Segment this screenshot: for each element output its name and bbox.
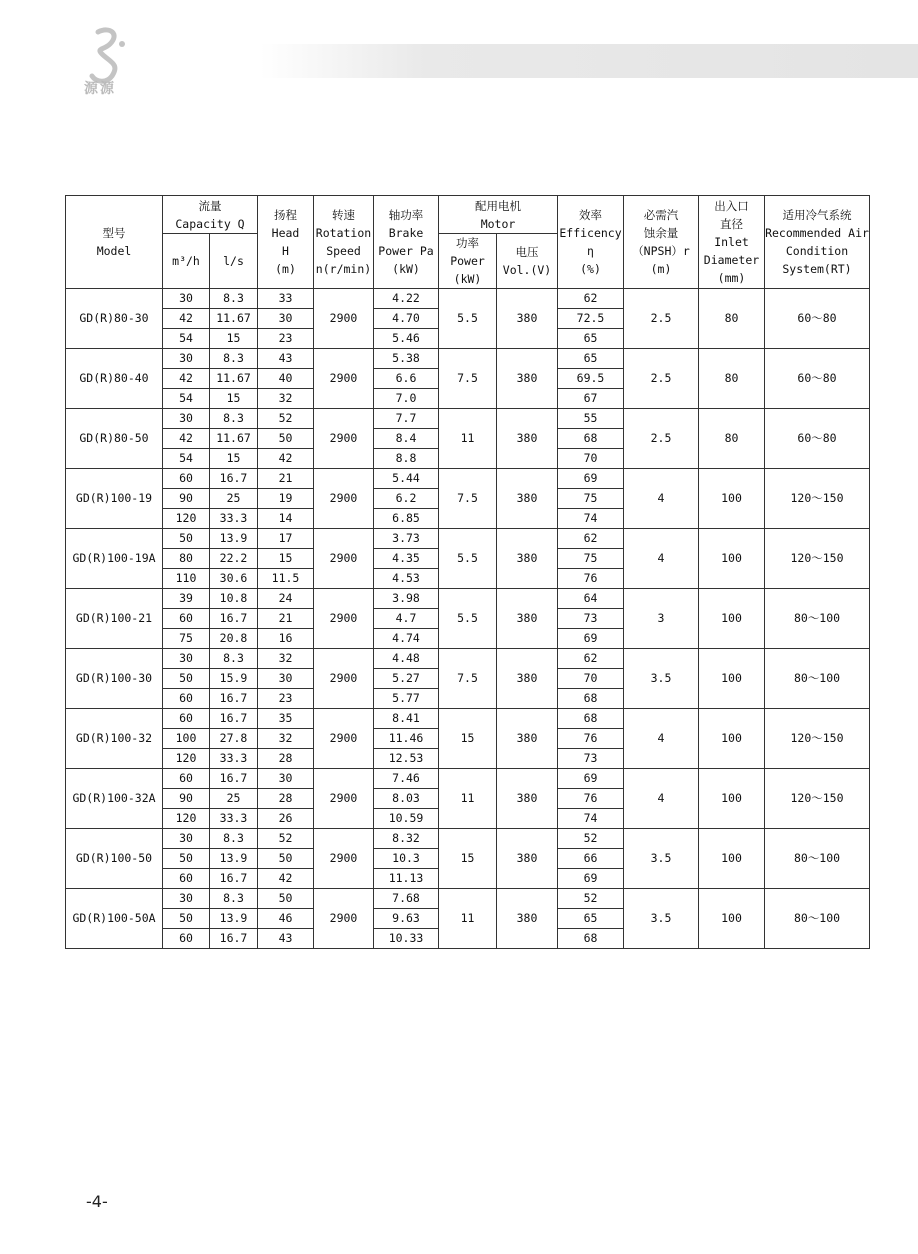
- capacity-m3h-cell: 50: [163, 849, 210, 869]
- capacity-m3h-cell: 100: [163, 729, 210, 749]
- speed-cell: 2900: [314, 469, 374, 529]
- speed-cell: 2900: [314, 409, 374, 469]
- capacity-m3h-cell: 50: [163, 529, 210, 549]
- shaft-power-cell: 6.6: [374, 369, 439, 389]
- inlet-diameter-cell: 100: [699, 769, 765, 829]
- header-capacity: 流量 Capacity Q: [163, 196, 258, 234]
- capacity-ls-cell: 8.3: [210, 649, 258, 669]
- model-cell: GD(R)100-32: [66, 709, 163, 769]
- shaft-power-cell: 3.73: [374, 529, 439, 549]
- capacity-m3h-cell: 39: [163, 589, 210, 609]
- head-cell: 28: [258, 789, 314, 809]
- shaft-power-cell: 8.03: [374, 789, 439, 809]
- efficiency-cell: 55: [558, 409, 624, 429]
- air-condition-cell: 120～150: [765, 469, 870, 529]
- capacity-ls-cell: 13.9: [210, 909, 258, 929]
- efficiency-cell: 69: [558, 629, 624, 649]
- shaft-power-cell: 3.98: [374, 589, 439, 609]
- header-speed: 转速 Rotation Speed n(r/min): [314, 196, 374, 289]
- air-condition-cell: 80～100: [765, 829, 870, 889]
- shaft-power-cell: 4.22: [374, 289, 439, 309]
- model-cell: GD(R)100-19A: [66, 529, 163, 589]
- npsh-cell: 4: [624, 709, 699, 769]
- shaft-power-cell: 5.38: [374, 349, 439, 369]
- capacity-m3h-cell: 120: [163, 749, 210, 769]
- head-cell: 11.5: [258, 569, 314, 589]
- shaft-power-cell: 7.0: [374, 389, 439, 409]
- model-cell: GD(R)100-32A: [66, 769, 163, 829]
- head-cell: 24: [258, 589, 314, 609]
- efficiency-cell: 74: [558, 809, 624, 829]
- capacity-m3h-cell: 60: [163, 929, 210, 949]
- head-cell: 42: [258, 449, 314, 469]
- shaft-power-cell: 6.2: [374, 489, 439, 509]
- motor-voltage-cell: 380: [497, 349, 558, 409]
- shaft-power-cell: 11.46: [374, 729, 439, 749]
- capacity-ls-cell: 16.7: [210, 929, 258, 949]
- motor-power-cell: 15: [439, 709, 497, 769]
- inlet-diameter-cell: 100: [699, 709, 765, 769]
- model-cell: GD(R)80-30: [66, 289, 163, 349]
- table-row: [66, 709, 870, 729]
- efficiency-cell: 68: [558, 429, 624, 449]
- air-condition-cell: 80～100: [765, 889, 870, 949]
- capacity-m3h-cell: 75: [163, 629, 210, 649]
- efficiency-cell: 69: [558, 469, 624, 489]
- inlet-diameter-cell: 100: [699, 589, 765, 649]
- capacity-ls-cell: 11.67: [210, 429, 258, 449]
- capacity-ls-cell: 13.9: [210, 529, 258, 549]
- head-cell: 43: [258, 349, 314, 369]
- efficiency-cell: 73: [558, 609, 624, 629]
- capacity-m3h-cell: 30: [163, 289, 210, 309]
- motor-power-cell: 7.5: [439, 469, 497, 529]
- motor-power-cell: 5.5: [439, 529, 497, 589]
- table-row: [66, 769, 870, 789]
- efficiency-cell: 52: [558, 889, 624, 909]
- shaft-power-cell: 8.8: [374, 449, 439, 469]
- efficiency-cell: 68: [558, 689, 624, 709]
- capacity-ls-cell: 15.9: [210, 669, 258, 689]
- efficiency-cell: 62: [558, 649, 624, 669]
- header-shaft-power: 轴功率 Brake Power Pa (kW): [374, 196, 439, 289]
- head-cell: 17: [258, 529, 314, 549]
- air-condition-cell: 80～100: [765, 649, 870, 709]
- capacity-ls-cell: 16.7: [210, 869, 258, 889]
- capacity-ls-cell: 25: [210, 789, 258, 809]
- efficiency-cell: 70: [558, 449, 624, 469]
- motor-power-cell: 7.5: [439, 349, 497, 409]
- shaft-power-cell: 4.74: [374, 629, 439, 649]
- npsh-cell: 3.5: [624, 649, 699, 709]
- motor-power-cell: 11: [439, 889, 497, 949]
- efficiency-cell: 65: [558, 909, 624, 929]
- efficiency-cell: 65: [558, 349, 624, 369]
- shaft-power-cell: 12.53: [374, 749, 439, 769]
- inlet-diameter-cell: 100: [699, 649, 765, 709]
- efficiency-cell: 75: [558, 489, 624, 509]
- capacity-ls-cell: 8.3: [210, 889, 258, 909]
- npsh-cell: 4: [624, 769, 699, 829]
- capacity-m3h-cell: 60: [163, 769, 210, 789]
- head-cell: 43: [258, 929, 314, 949]
- motor-voltage-cell: 380: [497, 649, 558, 709]
- capacity-m3h-cell: 60: [163, 709, 210, 729]
- capacity-ls-cell: 11.67: [210, 369, 258, 389]
- head-cell: 23: [258, 689, 314, 709]
- head-cell: 50: [258, 849, 314, 869]
- capacity-m3h-cell: 60: [163, 469, 210, 489]
- motor-voltage-cell: 380: [497, 889, 558, 949]
- head-cell: 28: [258, 749, 314, 769]
- capacity-ls-cell: 16.7: [210, 709, 258, 729]
- head-cell: 19: [258, 489, 314, 509]
- motor-voltage-cell: 380: [497, 709, 558, 769]
- shaft-power-cell: 7.7: [374, 409, 439, 429]
- air-condition-cell: 120～150: [765, 529, 870, 589]
- shaft-power-cell: 5.46: [374, 329, 439, 349]
- capacity-ls-cell: 25: [210, 489, 258, 509]
- shaft-power-cell: 9.63: [374, 909, 439, 929]
- capacity-ls-cell: 16.7: [210, 469, 258, 489]
- head-cell: 40: [258, 369, 314, 389]
- capacity-ls-cell: 8.3: [210, 409, 258, 429]
- capacity-ls-cell: 16.7: [210, 689, 258, 709]
- efficiency-cell: 64: [558, 589, 624, 609]
- table-row: [66, 469, 870, 489]
- inlet-diameter-cell: 80: [699, 349, 765, 409]
- head-cell: 16: [258, 629, 314, 649]
- capacity-ls-cell: 8.3: [210, 289, 258, 309]
- shaft-power-cell: 4.35: [374, 549, 439, 569]
- motor-voltage-cell: 380: [497, 829, 558, 889]
- head-cell: 30: [258, 769, 314, 789]
- shaft-power-cell: 4.53: [374, 569, 439, 589]
- shaft-power-cell: 7.68: [374, 889, 439, 909]
- efficiency-cell: 72.5: [558, 309, 624, 329]
- motor-power-cell: 5.5: [439, 289, 497, 349]
- capacity-m3h-cell: 30: [163, 829, 210, 849]
- table-row: [66, 349, 870, 369]
- motor-voltage-cell: 380: [497, 289, 558, 349]
- page-number: -4-: [86, 1192, 108, 1211]
- capacity-ls-cell: 30.6: [210, 569, 258, 589]
- inlet-diameter-cell: 100: [699, 889, 765, 949]
- efficiency-cell: 66: [558, 849, 624, 869]
- capacity-ls-cell: 27.8: [210, 729, 258, 749]
- capacity-m3h-cell: 60: [163, 689, 210, 709]
- motor-voltage-cell: 380: [497, 409, 558, 469]
- model-cell: GD(R)100-21: [66, 589, 163, 649]
- npsh-cell: 3.5: [624, 889, 699, 949]
- capacity-ls-cell: 20.8: [210, 629, 258, 649]
- header-capacity-m3h: m³/h: [163, 234, 210, 289]
- capacity-ls-cell: 33.3: [210, 749, 258, 769]
- speed-cell: 2900: [314, 649, 374, 709]
- header-gradient-bar: [260, 44, 918, 78]
- head-cell: 32: [258, 389, 314, 409]
- head-cell: 52: [258, 409, 314, 429]
- head-cell: 30: [258, 309, 314, 329]
- efficiency-cell: 65: [558, 329, 624, 349]
- efficiency-cell: 70: [558, 669, 624, 689]
- capacity-m3h-cell: 42: [163, 309, 210, 329]
- capacity-m3h-cell: 60: [163, 609, 210, 629]
- head-cell: 50: [258, 889, 314, 909]
- inlet-diameter-cell: 100: [699, 529, 765, 589]
- npsh-cell: 4: [624, 529, 699, 589]
- efficiency-cell: 73: [558, 749, 624, 769]
- capacity-ls-cell: 8.3: [210, 829, 258, 849]
- model-cell: GD(R)100-50A: [66, 889, 163, 949]
- speed-cell: 2900: [314, 769, 374, 829]
- speed-cell: 2900: [314, 829, 374, 889]
- head-cell: 32: [258, 649, 314, 669]
- motor-voltage-cell: 380: [497, 529, 558, 589]
- capacity-ls-cell: 16.7: [210, 609, 258, 629]
- efficiency-cell: 67: [558, 389, 624, 409]
- capacity-m3h-cell: 54: [163, 329, 210, 349]
- efficiency-cell: 68: [558, 709, 624, 729]
- npsh-cell: 2.5: [624, 349, 699, 409]
- model-cell: GD(R)80-40: [66, 349, 163, 409]
- efficiency-cell: 68: [558, 929, 624, 949]
- head-cell: 33: [258, 289, 314, 309]
- inlet-diameter-cell: 80: [699, 409, 765, 469]
- header-model: 型号 Model: [66, 196, 163, 289]
- capacity-ls-cell: 33.3: [210, 809, 258, 829]
- shaft-power-cell: 10.59: [374, 809, 439, 829]
- efficiency-cell: 76: [558, 569, 624, 589]
- shaft-power-cell: 4.7: [374, 609, 439, 629]
- table-row: [66, 649, 870, 669]
- model-cell: GD(R)80-50: [66, 409, 163, 469]
- capacity-ls-cell: 8.3: [210, 349, 258, 369]
- capacity-ls-cell: 13.9: [210, 849, 258, 869]
- table-row: [66, 409, 870, 429]
- capacity-m3h-cell: 80: [163, 549, 210, 569]
- shaft-power-cell: 4.48: [374, 649, 439, 669]
- motor-power-cell: 11: [439, 409, 497, 469]
- efficiency-cell: 75: [558, 549, 624, 569]
- header-npsh: 必需汽 蚀余量 （NPSH）r (m): [624, 196, 699, 289]
- head-cell: 35: [258, 709, 314, 729]
- air-condition-cell: 60～80: [765, 409, 870, 469]
- shaft-power-cell: 10.3: [374, 849, 439, 869]
- head-cell: 21: [258, 609, 314, 629]
- npsh-cell: 3: [624, 589, 699, 649]
- header-motor-power: 功率 Power (kW): [439, 234, 497, 289]
- efficiency-cell: 74: [558, 509, 624, 529]
- header-motor-voltage: 电压 Vol.(V): [497, 234, 558, 289]
- shaft-power-cell: 6.85: [374, 509, 439, 529]
- shaft-power-cell: 5.27: [374, 669, 439, 689]
- inlet-diameter-cell: 80: [699, 289, 765, 349]
- capacity-m3h-cell: 60: [163, 869, 210, 889]
- capacity-m3h-cell: 54: [163, 449, 210, 469]
- speed-cell: 2900: [314, 529, 374, 589]
- capacity-ls-cell: 33.3: [210, 509, 258, 529]
- head-cell: 26: [258, 809, 314, 829]
- motor-power-cell: 11: [439, 769, 497, 829]
- capacity-ls-cell: 16.7: [210, 769, 258, 789]
- motor-voltage-cell: 380: [497, 769, 558, 829]
- shaft-power-cell: 8.4: [374, 429, 439, 449]
- head-cell: 50: [258, 429, 314, 449]
- capacity-ls-cell: 22.2: [210, 549, 258, 569]
- table-row: [66, 889, 870, 909]
- inlet-diameter-cell: 100: [699, 829, 765, 889]
- efficiency-cell: 62: [558, 289, 624, 309]
- capacity-ls-cell: 15: [210, 449, 258, 469]
- capacity-m3h-cell: 30: [163, 349, 210, 369]
- motor-power-cell: 15: [439, 829, 497, 889]
- head-cell: 21: [258, 469, 314, 489]
- efficiency-cell: 52: [558, 829, 624, 849]
- npsh-cell: 2.5: [624, 409, 699, 469]
- capacity-m3h-cell: 30: [163, 649, 210, 669]
- efficiency-cell: 69: [558, 769, 624, 789]
- capacity-m3h-cell: 54: [163, 389, 210, 409]
- head-cell: 52: [258, 829, 314, 849]
- header-capacity-ls: l/s: [210, 234, 258, 289]
- speed-cell: 2900: [314, 589, 374, 649]
- shaft-power-cell: 5.77: [374, 689, 439, 709]
- pump-spec-table: [65, 195, 870, 949]
- head-cell: 14: [258, 509, 314, 529]
- efficiency-cell: 62: [558, 529, 624, 549]
- capacity-m3h-cell: 42: [163, 369, 210, 389]
- brand-name: 源源: [84, 81, 116, 97]
- inlet-diameter-cell: 100: [699, 469, 765, 529]
- capacity-m3h-cell: 110: [163, 569, 210, 589]
- capacity-m3h-cell: 50: [163, 669, 210, 689]
- header-head: 扬程 Head H (m): [258, 196, 314, 289]
- air-condition-cell: 60～80: [765, 289, 870, 349]
- shaft-power-cell: 8.32: [374, 829, 439, 849]
- capacity-ls-cell: 10.8: [210, 589, 258, 609]
- table-row: [66, 289, 870, 309]
- air-condition-cell: 120～150: [765, 769, 870, 829]
- efficiency-cell: 69.5: [558, 369, 624, 389]
- motor-power-cell: 7.5: [439, 649, 497, 709]
- capacity-m3h-cell: 42: [163, 429, 210, 449]
- model-cell: GD(R)100-50: [66, 829, 163, 889]
- header-air-condition: 适用冷气系统 Recommended Air Condition System(RT): [765, 196, 870, 289]
- table-row: [66, 529, 870, 549]
- air-condition-cell: 80～100: [765, 589, 870, 649]
- capacity-m3h-cell: 90: [163, 489, 210, 509]
- capacity-m3h-cell: 120: [163, 509, 210, 529]
- speed-cell: 2900: [314, 889, 374, 949]
- capacity-m3h-cell: 90: [163, 789, 210, 809]
- capacity-m3h-cell: 30: [163, 889, 210, 909]
- capacity-ls-cell: 15: [210, 389, 258, 409]
- head-cell: 46: [258, 909, 314, 929]
- efficiency-cell: 76: [558, 789, 624, 809]
- shaft-power-cell: 4.70: [374, 309, 439, 329]
- header-inlet: 出入口 直径 Inlet Diameter (mm): [699, 196, 765, 289]
- motor-voltage-cell: 380: [497, 469, 558, 529]
- head-cell: 42: [258, 869, 314, 889]
- model-cell: GD(R)100-30: [66, 649, 163, 709]
- table-row: [66, 589, 870, 609]
- capacity-ls-cell: 15: [210, 329, 258, 349]
- speed-cell: 2900: [314, 349, 374, 409]
- speed-cell: 2900: [314, 289, 374, 349]
- model-cell: GD(R)100-19: [66, 469, 163, 529]
- capacity-ls-cell: 11.67: [210, 309, 258, 329]
- efficiency-cell: 76: [558, 729, 624, 749]
- motor-voltage-cell: 380: [497, 589, 558, 649]
- capacity-m3h-cell: 120: [163, 809, 210, 829]
- head-cell: 30: [258, 669, 314, 689]
- shaft-power-cell: 11.13: [374, 869, 439, 889]
- shaft-power-cell: 7.46: [374, 769, 439, 789]
- motor-power-cell: 5.5: [439, 589, 497, 649]
- efficiency-cell: 69: [558, 869, 624, 889]
- speed-cell: 2900: [314, 709, 374, 769]
- shaft-power-cell: 8.41: [374, 709, 439, 729]
- npsh-cell: 4: [624, 469, 699, 529]
- capacity-m3h-cell: 30: [163, 409, 210, 429]
- head-cell: 32: [258, 729, 314, 749]
- header-motor: 配用电机 Motor: [439, 196, 558, 234]
- capacity-m3h-cell: 50: [163, 909, 210, 929]
- npsh-cell: 3.5: [624, 829, 699, 889]
- head-cell: 23: [258, 329, 314, 349]
- shaft-power-cell: 5.44: [374, 469, 439, 489]
- shaft-power-cell: 10.33: [374, 929, 439, 949]
- table-row: [66, 829, 870, 849]
- air-condition-cell: 60～80: [765, 349, 870, 409]
- head-cell: 15: [258, 549, 314, 569]
- npsh-cell: 2.5: [624, 289, 699, 349]
- header-efficiency: 效率 Efficency η (%): [558, 196, 624, 289]
- air-condition-cell: 120～150: [765, 709, 870, 769]
